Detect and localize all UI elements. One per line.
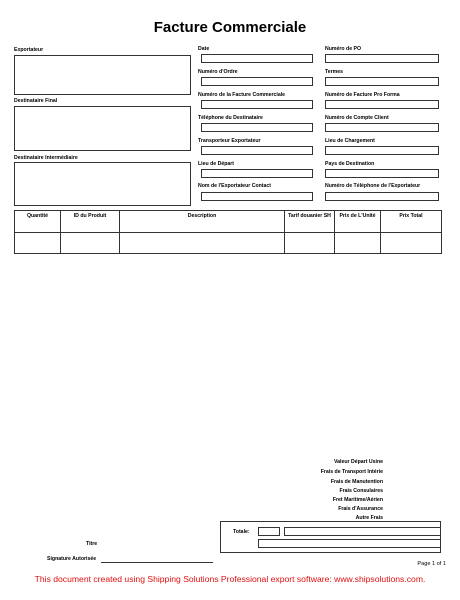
destinataire-intermediaire-box[interactable] (14, 162, 191, 206)
date-label: Date (198, 46, 210, 52)
charge-frais-assurance: Frais d'Assurance (338, 506, 383, 512)
pays-destination-field[interactable] (325, 169, 439, 178)
termes-label: Termes (325, 69, 344, 75)
totals-box (220, 521, 441, 553)
table-row (15, 233, 442, 254)
destinataire-intermediaire-label: Destinataire Intermédiaire (14, 155, 78, 161)
numero-ordre-field[interactable] (201, 77, 313, 86)
charge-autre-frais: Autre Frais (355, 515, 383, 521)
lieu-depart-label: Lieu de Départ (198, 161, 235, 167)
table-cell[interactable] (15, 233, 61, 254)
signature-line[interactable] (101, 562, 213, 563)
column-header-quantite: Quantité (15, 211, 61, 233)
column-header-prix-total: Prix Total (381, 211, 442, 233)
column-header-id-produit: ID du Produit (61, 211, 120, 233)
numero-compte-client-label: Numéro de Compte Client (325, 115, 389, 121)
charge-valeur-depart-usine: Valeur Départ Usine (333, 459, 383, 465)
numero-ordre-label: Numéro d'Ordre (198, 69, 238, 75)
table-cell[interactable] (381, 233, 442, 254)
page-title: Facture Commerciale (153, 19, 307, 36)
lieu-chargement-field[interactable] (325, 146, 439, 155)
total-in-words-field[interactable] (258, 539, 441, 548)
nom-contact-exportateur-field[interactable] (201, 192, 313, 201)
page-number: Page 1 of 1 (417, 561, 446, 567)
total-currency-field[interactable] (258, 527, 280, 536)
table-cell[interactable] (120, 233, 285, 254)
table-cell[interactable] (285, 233, 335, 254)
charge-frais-transport-interieur: Frais de Transport Intérie (320, 469, 383, 475)
telephone-exportateur-label: Numéro de Téléphone de l'Exportateur (325, 183, 421, 189)
lieu-depart-field[interactable] (201, 169, 313, 178)
numero-po-label: Numéro de PO (325, 46, 362, 52)
termes-field[interactable] (325, 77, 439, 86)
charge-fret-maritime-aerien: Fret Maritime/Aérien (332, 497, 383, 503)
column-header-prix-unite: Prix de L'Unité (335, 211, 381, 233)
numero-facture-commerciale-field[interactable] (201, 100, 313, 109)
table-cell[interactable] (335, 233, 381, 254)
signature-label: Signature Autorisée (47, 556, 97, 562)
pays-destination-label: Pays de Destination (325, 161, 375, 167)
exportateur-box[interactable] (14, 55, 191, 95)
telephone-destinataire-field[interactable] (201, 123, 313, 132)
column-header-tarif-douanier: Tarif douanier SH (285, 211, 335, 233)
nom-contact-exportateur-label: Nom de l'Exportateur Contact (198, 183, 272, 189)
items-table (14, 210, 442, 254)
numero-compte-client-field[interactable] (325, 123, 439, 132)
lieu-chargement-label: Lieu de Chargement (325, 138, 375, 144)
exportateur-label: Exportateur (14, 47, 44, 53)
telephone-destinataire-label: Téléphone du Destinataire (198, 115, 263, 121)
table-cell[interactable] (61, 233, 120, 254)
telephone-exportateur-field[interactable] (325, 192, 439, 201)
destinataire-final-box[interactable] (14, 106, 191, 151)
numero-facture-pro-forma-field[interactable] (325, 100, 439, 109)
numero-facture-commerciale-label: Numéro de la Facture Commerciale (198, 92, 286, 98)
column-header-description: Description (120, 211, 285, 233)
destinataire-final-label: Destinataire Final (14, 98, 58, 104)
titre-label: Titre (86, 541, 98, 547)
transporteur-exportateur-label: Transporteur Exportateur (198, 138, 261, 144)
charge-frais-consulaires: Frais Consulaires (339, 488, 383, 494)
total-label: Totale: (233, 529, 250, 535)
total-amount-field[interactable] (284, 527, 441, 536)
transporteur-exportateur-field[interactable] (201, 146, 313, 155)
charge-frais-manutention: Frais de Manutention (330, 479, 383, 485)
numero-facture-pro-forma-label: Numéro de Facture Pro Forma (325, 92, 400, 98)
date-field[interactable] (201, 54, 313, 63)
table-header-row (15, 211, 442, 233)
footer-note: This document created using Shipping Solutions Professional export software: www.shipsolutions.com. (34, 574, 426, 584)
numero-po-field[interactable] (325, 54, 439, 63)
